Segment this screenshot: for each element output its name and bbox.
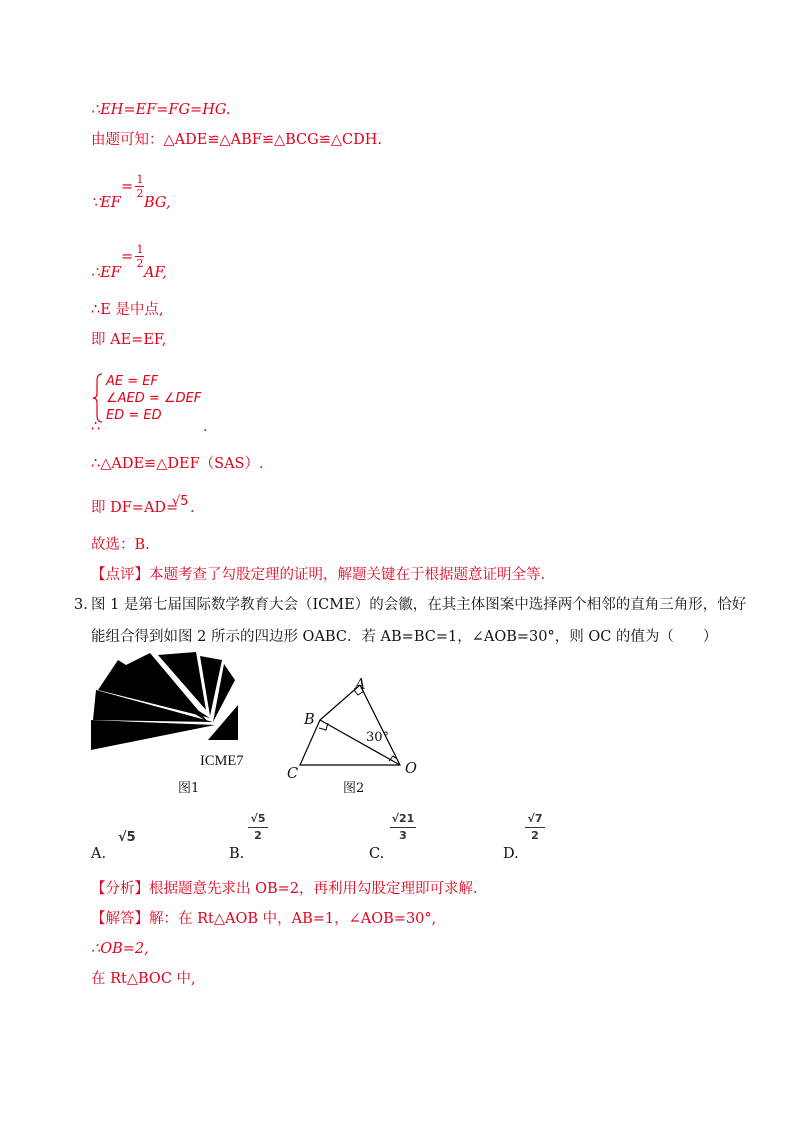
fraction-numerator: 1 — [136, 173, 144, 186]
fraction-equals: = — [121, 249, 134, 265]
option-c-fraction — [390, 813, 416, 842]
option-d-fraction — [525, 813, 545, 842]
equation-row-1: AE = EF — [106, 374, 158, 389]
solution-step-3: 在 Rt△BOC 中, — [91, 971, 196, 987]
left-brace-icon — [92, 373, 104, 423]
option-d-label[interactable]: D. — [503, 846, 519, 862]
comment-tag: 【点评】 — [91, 567, 149, 583]
option-a-value: √5 — [118, 830, 136, 845]
solution-line-5: ∴E 是中点, — [91, 302, 164, 318]
option-b-denominator: 2 — [254, 829, 262, 842]
vertex-b-label: B — [304, 712, 315, 728]
option-c-numerator: √21 — [391, 812, 415, 825]
option-d-numerator: √7 — [527, 812, 543, 825]
solution-tag: 【解答】 — [91, 911, 149, 927]
equation-row-2: ∠AED = ∠DEF — [106, 391, 202, 406]
sqrt5-value: √5 — [172, 494, 189, 509]
comment-line — [91, 566, 545, 584]
option-c-denominator: 3 — [399, 829, 407, 842]
solution-line-8: ∴△ADE≌△DEF（SAS）. — [91, 456, 264, 472]
solution-line-3-pre: ∵EF — [91, 195, 121, 211]
analysis-tag: 【分析】 — [91, 881, 149, 897]
solution-line-9-end: . — [190, 500, 195, 516]
solution-line-4-pre: ∴EF — [91, 265, 121, 281]
option-c-label[interactable]: C. — [369, 846, 385, 862]
fraction-denominator: 2 — [136, 187, 144, 200]
vertex-o-label: O — [405, 761, 417, 777]
solution-line-9-pre: 即 DF=AD= — [91, 500, 179, 516]
solution-header-line — [91, 910, 436, 928]
solution-line-1: ∴EH=EF=FG=HG. — [91, 102, 231, 118]
option-c-fraction-bar — [390, 827, 416, 828]
question-number: 3. — [74, 597, 88, 613]
option-b-label[interactable]: B. — [229, 846, 245, 862]
option-b-fraction — [248, 813, 268, 842]
comment-text: 本题考查了勾股定理的证明，解题关键在于根据题意证明全等. — [149, 567, 546, 583]
fraction-equals: = — [121, 179, 134, 195]
angle-30-label: 30° — [366, 730, 390, 745]
option-a-label[interactable]: A. — [91, 846, 107, 862]
fraction-numerator: 1 — [136, 243, 144, 256]
option-b-fraction-bar — [248, 827, 268, 828]
solution-line-6: 即 AE=EF, — [91, 332, 167, 348]
therefore-symbol: ∴ — [91, 419, 101, 435]
option-d-fraction-bar — [525, 827, 545, 828]
option-b-numerator: √5 — [250, 812, 266, 825]
solution-line-10: 故选：B. — [91, 537, 150, 553]
analysis-text: 根据题意先求出 OB=2，再利用勾股定理即可求解. — [149, 881, 478, 897]
solution-line-3-post: BG, — [144, 195, 171, 211]
question-line-2: 能组合得到如图 2 所示的四边形 OABC．若 AB=BC=1，∠AOB=30°，则 OC 的值为（ ） — [91, 629, 718, 645]
solution-step-2: ∴OB=2, — [91, 941, 149, 957]
solution-text: 解：在 Rt△AOB 中，AB=1，∠AOB=30°, — [149, 911, 437, 927]
question-line-1: 图 1 是第七届国际数学教育大会（ICME）的会徽，在其主体图案中选择两个相邻的直角三角形，恰好 — [91, 597, 747, 613]
solution-line-4-post: AF, — [144, 265, 167, 281]
analysis-line — [91, 880, 478, 898]
icme-logo-text: ICME7 — [200, 753, 244, 769]
icme-logo-figure — [88, 650, 258, 765]
equation-row-3: ED = ED — [106, 408, 162, 423]
option-d-denominator: 2 — [531, 829, 539, 842]
vertex-a-label: A — [355, 677, 366, 693]
vertex-c-label: C — [287, 766, 299, 782]
figure-2-caption: 图2 — [343, 781, 365, 796]
figure-1-caption: 图1 — [178, 781, 200, 796]
fraction-denominator: 2 — [136, 257, 144, 270]
solution-line-2: 由题可知：△ADE≌△ABF≌△BCG≌△CDH. — [91, 132, 382, 148]
equation-period: . — [203, 419, 208, 435]
